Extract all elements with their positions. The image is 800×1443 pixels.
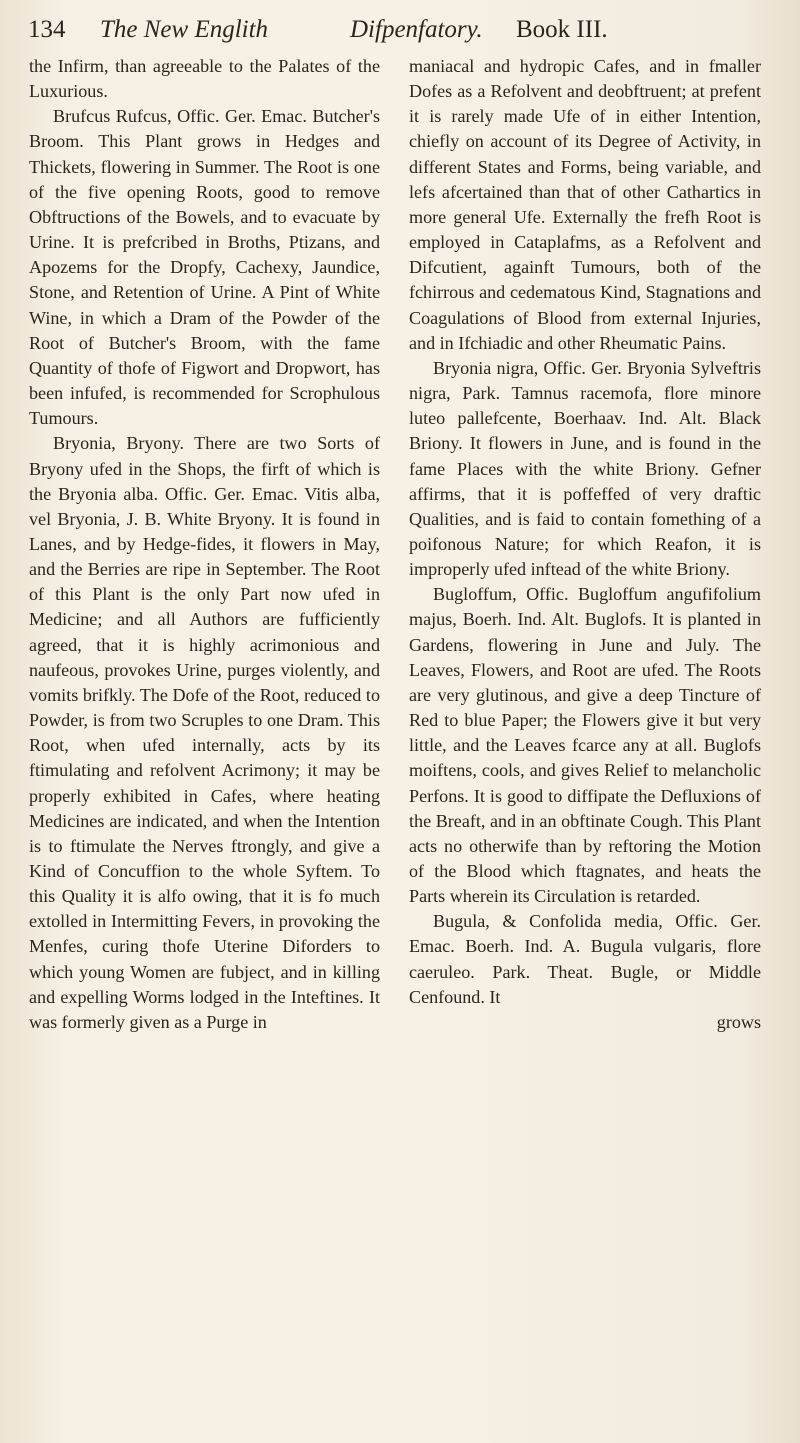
running-header (28, 10, 778, 50)
paragraph-bryony: Bryonia, Bryony. There are two Sorts of Bryony ufed in the Shops, the firft of which is the Bryonia alba. Offic. Ger. Emac. Vitis alba, vel Bryonia, J. B. White Bryony. It is found in Lanes, and by Hedge-fides, it flowers in May, and the Berries are ripe in September. The Root of this Plant is the only Part now ufed in Medicine; and all Authors are fufficiently agreed, that it is highly acrimonious and naufeous, provokes Urine, purges violently, and vomits brifkly. The Dofe of the Root, reduced to Powder, is from two Scruples to one Dram. This Root, when ufed internally, acts by its ftimulating and refolvent Acrimony; it may be properly exhibited in Cafes, where heating Medicines are indicated, and when the Intention is to ftimulate the Nerves ftrongly, and give a Kind of Concuffion to the whole Syftem. To this Quality it is alfo owing, that it is fo much extolled in Intermitting Fevers, in provoking the Menfes, curing thofe Uterine Diforders to which young Women are fubject, and in killing and expelling Worms lodged in the Inteftines. It was formerly given as a Purge in (29, 433, 380, 1032)
paragraph: the Infirm, than agreeable to the Palates of the Luxurious. (29, 56, 380, 102)
running-title-continued: Difpenfatory. (350, 16, 483, 43)
book-number: Book III. (516, 16, 608, 43)
right-column (409, 54, 761, 1035)
paragraph-black-briony: Bryonia nigra, Offic. Ger. Bryonia Sylveftris nigra, Park. Tamnus racemofa, flore minore luteo pallefcente, Boerhaav. Ind. Alt. Black Briony. It flowers in June, and is found in the fame Places with the white Briony. Gefner affirms, that it is poffeffed of very draftic Qualities, and is faid to contain fomething of a poifonous Nature; for which Reafon, it is improperly ufed inftead of the white Briony. (409, 357, 761, 580)
paragraph-butchers-broom: Brufcus Rufcus, Offic. Ger. Emac. Butcher's Broom. This Plant grows in Hedges and Thickets, flowering in Summer. The Root is one of the five opening Roots, good to remove Obftructions of the Bowels, and to evacuate by Urine. It is prefcribed in Broths, Ptizans, and Apozems for the Dropfy, Cachexy, Jaundice, Stone, and Retention of Urine. A Pint of White Wine, in which a Dram of the Powder of the Root of Butcher's Broom, with the fame Quantity of thofe of Figwort and Dropwort, has been infufed, is recommended for Scrophulous Tumours. (29, 106, 380, 429)
running-title: The New Englith (100, 16, 269, 43)
paragraph-bugloss: Bugloffum, Offic. Bugloffum angufifolium majus, Boerh. Ind. Alt. Buglofs. It is planted in Gardens, flowering in June and July. The Leaves, Flowers, and Root are ufed. The Roots are very glutinous, and give a deep Tincture of Red to blue Paper; the Flowers give it but very little, and the Leaves fcarce any at all. Buglofs moiftens, cools, and gives Relief to melancholic Perfons. It is good to diffipate the Defluxions of the Breaft, and in an obftinate Cough. This Plant acts no otherwife than by reftoring the Motion of the Blood which ftagnates, and heats the Parts wherein its Circulation is retarded. (409, 584, 761, 907)
left-column (29, 54, 380, 1035)
page-number: 134 (28, 16, 66, 43)
paragraph: maniacal and hydropic Cafes, and in fmaller Dofes as a Refolvent and deobftruent; at prefent it is rarely made Ufe of in either Intention, chiefly on account of its Degree of Activity, in different States and Forms, being variable, and lefs afcertained than that of other Cathartics in more general Ufe. Externally the frefh Root is employed in Cataplafms, as a Refolvent and Difcutient, againft Tumours, both of the fchirrous and cedematous Kind, Stagnations and Coagulations of Blood from external Injuries, and in Ifchiadic and other Rheumatic Pains. (409, 56, 761, 353)
catchword: grows (716, 1011, 761, 1032)
paragraph-bugle: Bugula, & Confolida media, Offic. Ger. Emac. Boerh. Ind. A. Bugula vulgaris, flore caeruleo. Park. Theat. Bugle, or Middle Cenfound. It (409, 911, 761, 1007)
